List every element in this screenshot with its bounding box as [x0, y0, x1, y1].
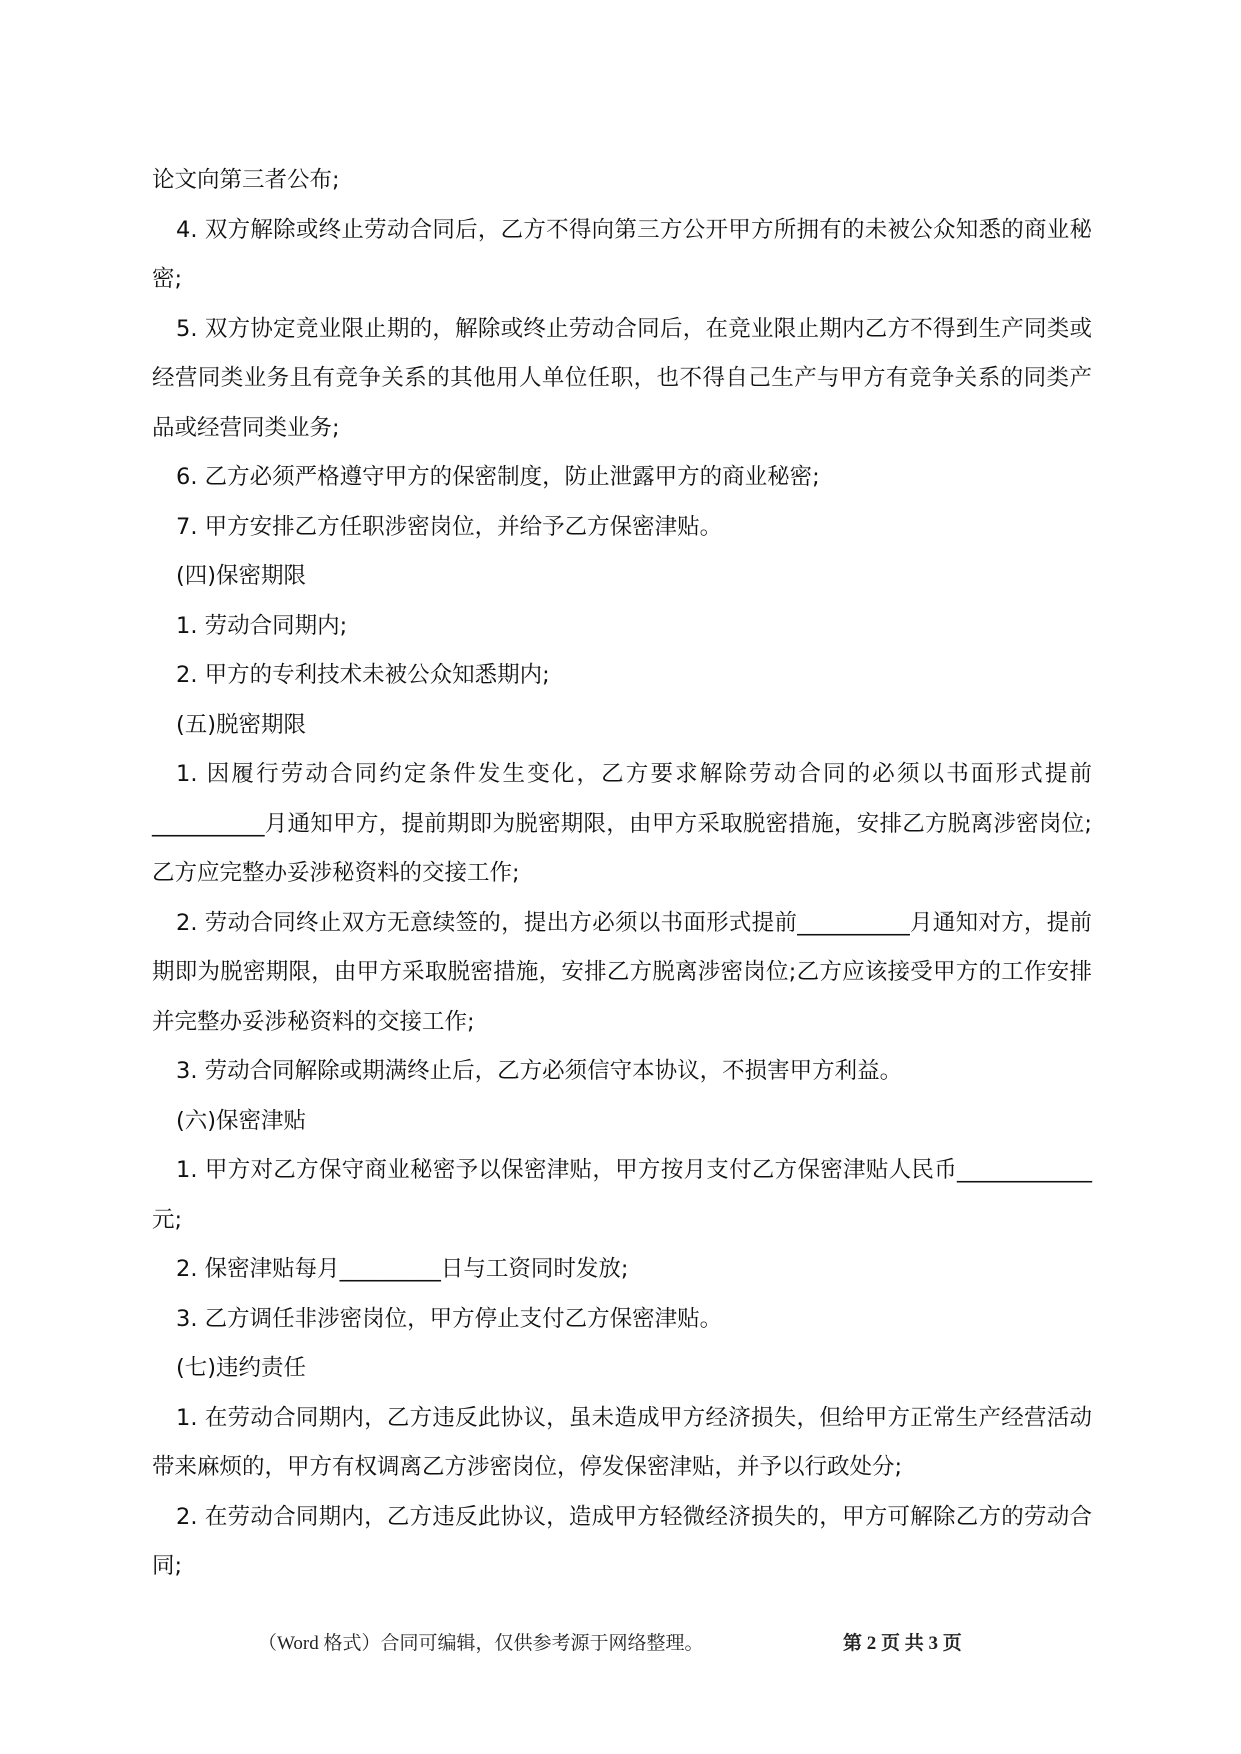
paragraph: 论文向第三者公布; — [152, 167, 340, 193]
paragraph: 2. 甲方的专利技术未被公众知悉期内; — [176, 662, 550, 688]
paragraph: 7. 甲方安排乙方任职涉密岗位，并给予乙方保密津贴。 — [176, 513, 723, 540]
section-heading: (五)脱密期限 — [176, 711, 307, 738]
paragraph: 1. 甲方对乙方保守商业秘密予以保密津贴，甲方按月支付乙方保密津贴人民币____________元; — [152, 1157, 1092, 1233]
section-heading: (六)保密津贴 — [176, 1107, 307, 1134]
paragraph: 5. 双方协定竞业限止期的，解除或终止劳动合同后，在竞业限止期内乙方不得到生产同类或经营同类业务且有竞争关系的其他用人单位任职，也不得自己生产与甲方有竞争关系的同类产品或经营同类业务; — [152, 315, 1092, 441]
section-heading: (四)保密期限 — [176, 563, 307, 589]
section-heading: (七)违约责任 — [176, 1355, 307, 1381]
footer-note: （Word 格式）合同可编辑，仅供参考源于网络整理。 — [258, 1633, 704, 1654]
paragraph: 1. 在劳动合同期内，乙方违反此协议，虽未造成甲方经济损失，但给甲方正常生产经营活动带来麻烦的，甲方有权调离乙方涉密岗位，停发保密津贴，并予以行政处分; — [152, 1404, 1092, 1480]
paragraph: 3. 乙方调任非涉密岗位，甲方停止支付乙方保密津贴。 — [176, 1305, 723, 1332]
document-body — [152, 156, 1092, 1592]
paragraph: 2. 劳动合同终止双方无意续签的，提出方必须以书面形式提前__________月通知对方，提前期即为脱密期限，由甲方采取脱密措施，安排乙方脱离涉密岗位;乙方应该接受甲方的工作安排并完整办妥涉秘资料的交接工作; — [152, 909, 1092, 1035]
paragraph: 4. 双方解除或终止劳动合同后，乙方不得向第三方公开甲方所拥有的未被公众知悉的商业秘密; — [152, 216, 1092, 292]
paragraph: 1. 因履行劳动合同约定条件发生变化，乙方要求解除劳动合同的必须以书面形式提前__________月通知甲方，提前期即为脱密期限，由甲方采取脱密措施，安排乙方脱离涉密岗位;乙方应完整办妥涉秘资料的交接工作; — [152, 761, 1092, 886]
page-number: 第 2 页 共 3 页 — [843, 1633, 962, 1654]
paragraph: 2. 保密津贴每月_________日与工资同时发放; — [176, 1256, 629, 1282]
paragraph: 1. 劳动合同期内; — [176, 612, 348, 639]
paragraph: 2. 在劳动合同期内，乙方违反此协议，造成甲方轻微经济损失的，甲方可解除乙方的劳动合同; — [152, 1503, 1092, 1579]
paragraph: 3. 劳动合同解除或期满终止后，乙方必须信守本协议，不损害甲方利益。 — [176, 1058, 903, 1084]
paragraph: 6. 乙方必须严格遵守甲方的保密制度，防止泄露甲方的商业秘密; — [176, 464, 820, 490]
